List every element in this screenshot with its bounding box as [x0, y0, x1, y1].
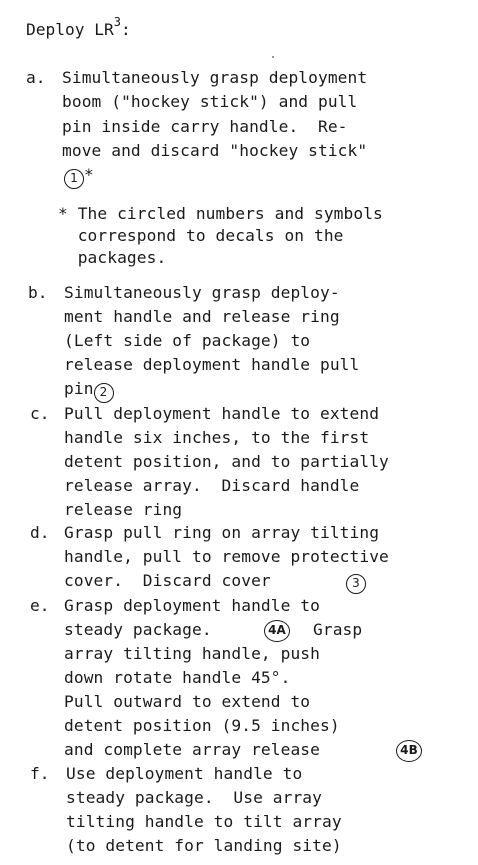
step-c-label: c.	[30, 404, 50, 423]
step-d-line-3: cover. Discard cover	[64, 571, 271, 590]
step-e-line-4: down rotate handle 45°.	[64, 668, 291, 687]
step-d-line-2: handle, pull to remove protective	[64, 547, 389, 566]
step-e-line-7: and complete array release	[64, 740, 320, 759]
title-text: Deploy LR	[26, 20, 114, 39]
title-colon: :	[120, 20, 131, 39]
step-c-line-3: detent position, and to partially	[64, 452, 389, 471]
step-d-label: d.	[30, 523, 50, 542]
step-e-label: e.	[30, 596, 50, 615]
footnote-line-2: correspond to decals on the	[58, 226, 344, 245]
scan-speck	[272, 56, 274, 58]
procedure-title	[26, 15, 131, 43]
step-b-line-4: release deployment handle pull	[64, 355, 360, 374]
decal-4b-icon: 4B	[396, 740, 422, 762]
step-b-label: b.	[28, 283, 48, 302]
step-e-line-2b: Grasp	[313, 620, 363, 639]
step-e-line-2: steady package.	[64, 620, 212, 639]
step-e-line-3: array tilting handle, push	[64, 644, 320, 663]
step-f-line-1: Use deployment handle to	[66, 764, 303, 783]
step-b-line-2: ment handle and release ring	[64, 307, 340, 326]
step-b-line-5	[64, 377, 114, 403]
step-a-decal-row	[64, 163, 94, 189]
decal-4a-icon: 4A	[264, 620, 290, 642]
step-c-line-2: handle six inches, to the first	[64, 428, 370, 447]
step-b-line-1: Simultaneously grasp deploy-	[64, 283, 340, 302]
step-f-label: f.	[30, 764, 50, 783]
step-e-line-1: Grasp deployment handle to	[64, 596, 320, 615]
footnote-marker: *	[84, 165, 94, 184]
step-a-line-4: move and discard "hockey stick"	[62, 141, 368, 160]
step-c-line-1: Pull deployment handle to extend	[64, 404, 380, 423]
footnote-line-3: packages.	[58, 248, 167, 267]
step-f-line-4: (to detent for landing site)	[66, 836, 342, 855]
step-c-line-4: release array. Discard handle	[64, 476, 360, 495]
decal-1-icon: 1	[64, 169, 84, 189]
step-f-line-2: steady package. Use array	[66, 788, 322, 807]
step-c-line-5: release ring	[64, 500, 183, 519]
step-e-decal-4b	[396, 735, 422, 762]
step-a-line-1: Simultaneously grasp deployment	[62, 68, 368, 87]
footnote-line-1: * The circled numbers and symbols	[58, 204, 383, 223]
step-e-line-5: Pull outward to extend to	[64, 692, 311, 711]
decal-3-icon: 3	[346, 574, 366, 594]
step-e-decal-4a	[264, 615, 290, 642]
step-b-pin-text: pin	[64, 379, 94, 398]
step-a-line-2: boom ("hockey stick") and pull	[62, 92, 358, 111]
step-b-line-3: (Left side of package) to	[64, 331, 311, 350]
step-f-line-3: tilting handle to tilt array	[66, 812, 342, 831]
step-e-line-6: detent position (9.5 inches)	[64, 716, 340, 735]
step-d-line-1: Grasp pull ring on array tilting	[64, 523, 380, 542]
step-a-label: a.	[26, 68, 46, 87]
step-d-decal	[346, 568, 366, 594]
decal-2-icon: 2	[94, 383, 114, 403]
step-a-line-3: pin inside carry handle. Re-	[62, 117, 348, 136]
title-superscript: 3	[113, 15, 121, 29]
